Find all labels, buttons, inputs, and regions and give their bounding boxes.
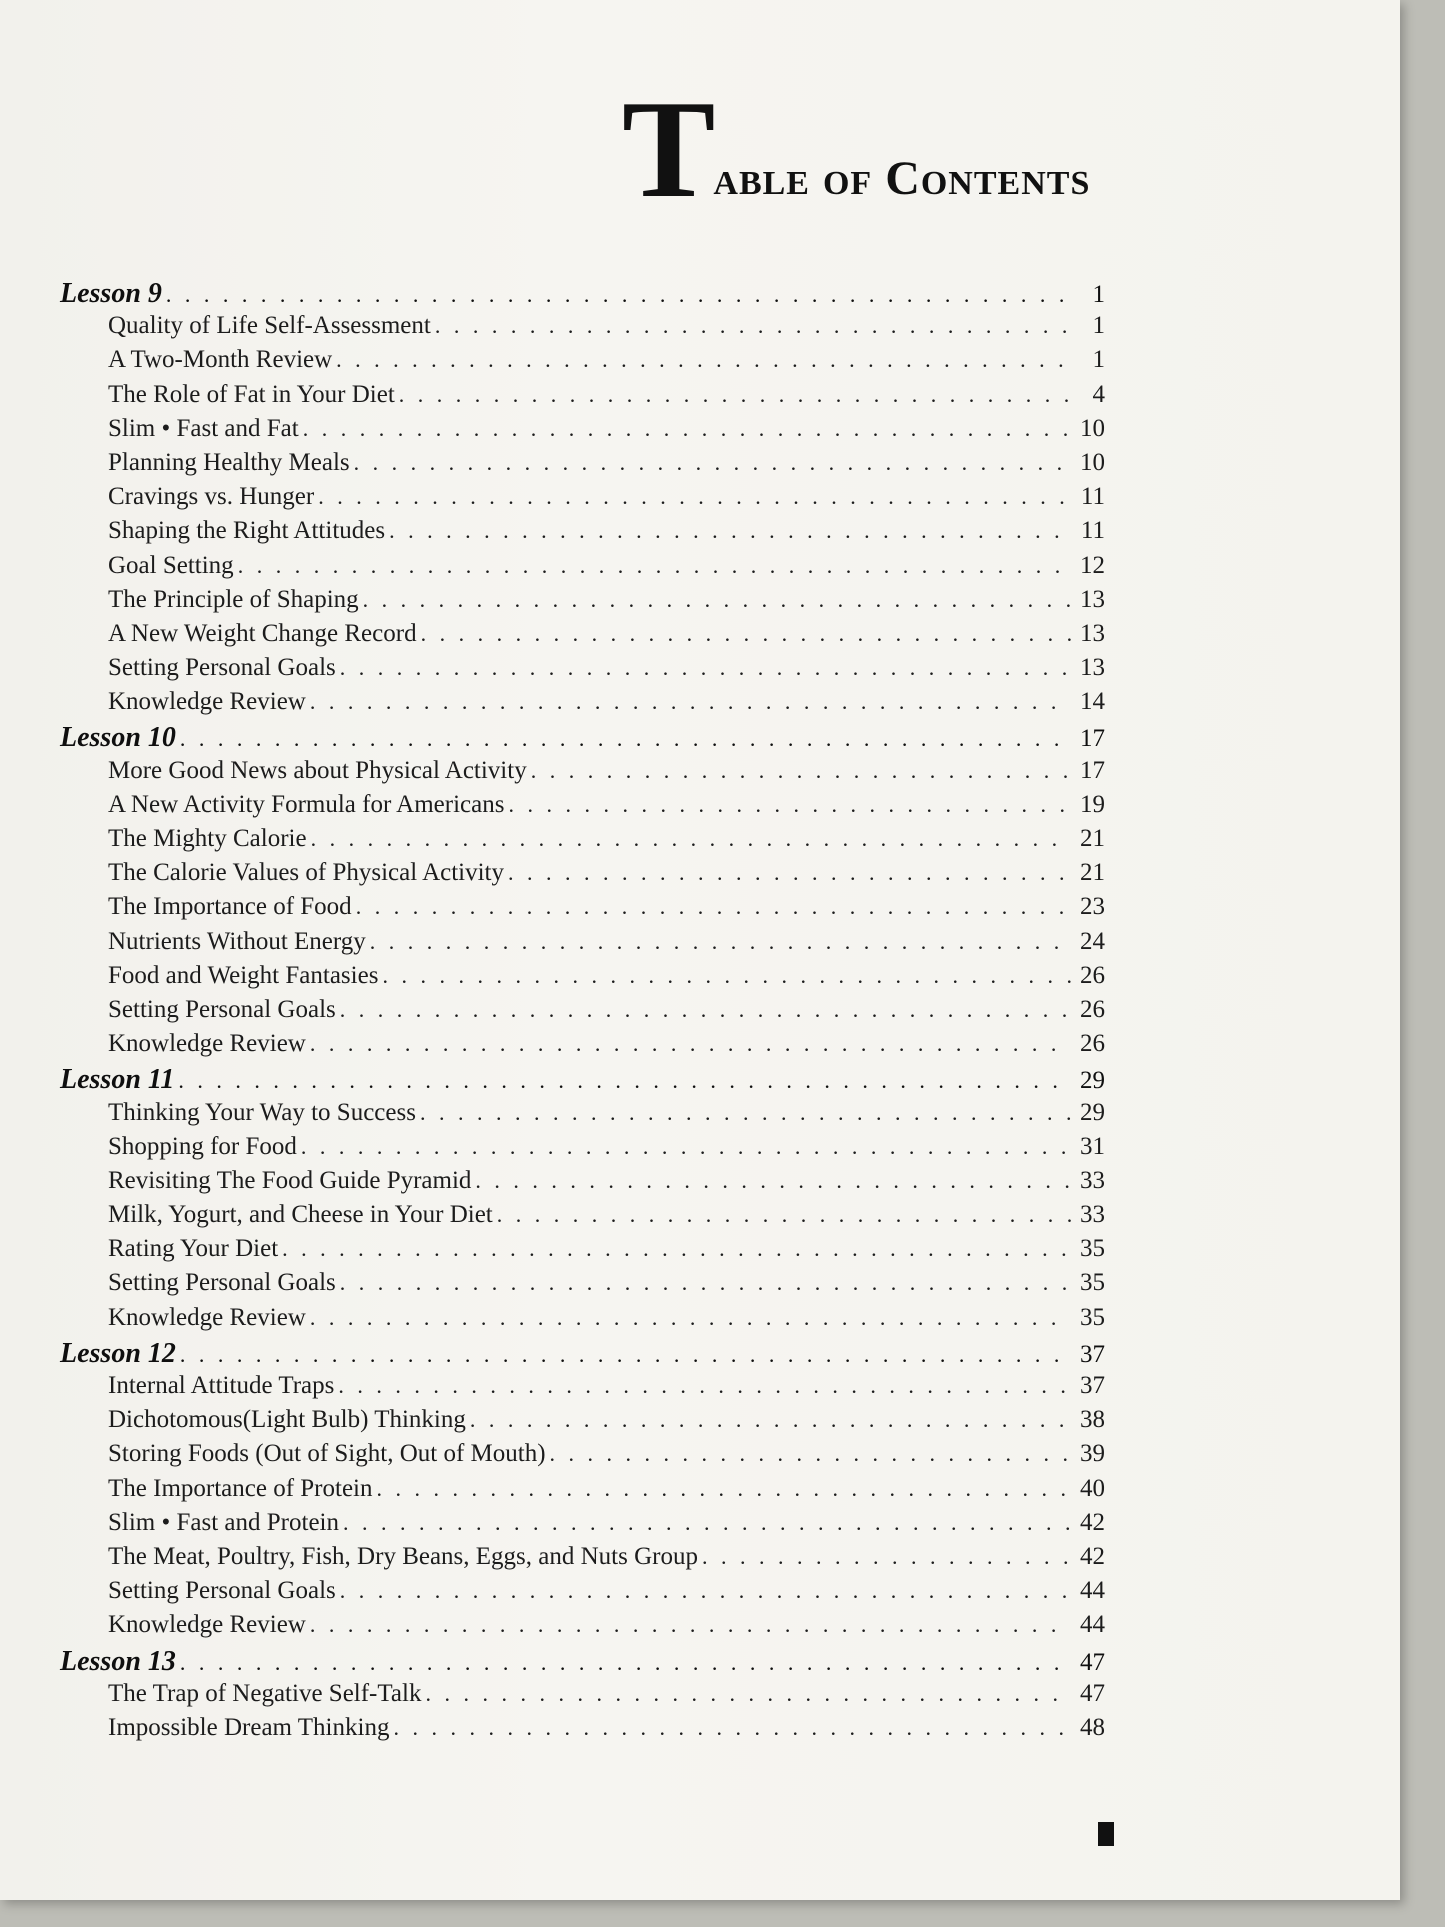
toc-entry: [60, 1099, 1105, 1133]
toc-entry: [60, 1611, 1105, 1645]
toc-entry-label: The Calorie Values of Physical Activity: [108, 859, 504, 887]
toc-entry-label: Knowledge Review: [108, 1030, 306, 1058]
toc-entry-label: Nutrients Without Energy: [108, 927, 366, 955]
toc-entry: [60, 483, 1105, 517]
toc-page-number: 17: [1080, 756, 1105, 784]
toc-entry: [60, 1304, 1105, 1338]
toc-entry-label: A New Activity Formula for Americans: [108, 790, 505, 818]
toc-entry: [60, 346, 1105, 380]
toc-page-number: 24: [1080, 927, 1105, 955]
toc-page-number: 48: [1080, 1713, 1105, 1741]
toc-entry-label: Impossible Dream Thinking: [108, 1713, 390, 1741]
dot-leader: [340, 1578, 1071, 1604]
dot-leader: [310, 1305, 1071, 1331]
dot-leader: [354, 450, 1071, 476]
toc-lesson-heading: [60, 1064, 1105, 1098]
dot-leader: [178, 1068, 1071, 1094]
dot-leader: [343, 1510, 1071, 1536]
toc-entry-label: Lesson 12: [60, 1337, 176, 1369]
toc-page-number: 12: [1080, 551, 1105, 579]
title-rest: able of Contents: [713, 152, 1091, 205]
toc-entry-label: Milk, Yogurt, and Cheese in Your Diet: [108, 1201, 493, 1229]
toc-entry-label: Setting Personal Goals: [108, 1577, 336, 1605]
dot-leader: [420, 1100, 1071, 1126]
dot-leader: [508, 792, 1071, 818]
toc-entry-label: Rating Your Diet: [108, 1235, 279, 1263]
toc-entry-label: More Good News about Physical Activity: [108, 756, 527, 784]
toc-page-number: 42: [1080, 1542, 1105, 1570]
dot-leader: [180, 1342, 1071, 1368]
toc-page-number: 4: [1092, 380, 1105, 408]
toc-entry: [60, 381, 1105, 415]
toc-entry-label: The Role of Fat in Your Diet: [108, 380, 395, 408]
dot-leader: [435, 313, 1071, 339]
toc-entry: [60, 757, 1105, 791]
toc-entry-label: The Meat, Poultry, Fish, Dry Beans, Eggs, and Nuts Group: [108, 1542, 698, 1570]
toc-page-number: 13: [1080, 619, 1105, 647]
toc-entry-label: A New Weight Change Record: [108, 619, 417, 647]
toc-entry: [60, 1269, 1105, 1303]
dot-leader: [338, 1373, 1071, 1399]
dot-leader: [377, 1476, 1072, 1502]
toc-entry-label: A Two-Month Review: [108, 346, 333, 374]
toc-page-number: 1: [1092, 312, 1105, 340]
dot-leader: [180, 1650, 1071, 1676]
toc-entry: [60, 1577, 1105, 1611]
toc-entry: [60, 415, 1105, 449]
toc-lesson-heading: [60, 1646, 1105, 1680]
toc-page-number: 38: [1080, 1406, 1105, 1434]
dot-leader: [382, 963, 1071, 989]
toc-entry-label: The Mighty Calorie: [108, 825, 307, 852]
toc-page-number: 47: [1080, 1679, 1105, 1707]
toc-page-number: 42: [1080, 1508, 1105, 1536]
toc-entry-label: The Importance of Food: [108, 893, 352, 921]
dot-leader: [370, 929, 1071, 955]
dot-leader: [421, 621, 1071, 647]
toc-page-number: 33: [1080, 1201, 1105, 1229]
toc-page-number: 33: [1080, 1166, 1105, 1194]
toc-entry: [60, 1030, 1105, 1064]
toc-entry: [60, 688, 1105, 722]
toc-entry: [60, 791, 1105, 825]
toc-entry-label: Setting Personal Goals: [108, 654, 336, 682]
toc-page-number: 23: [1080, 893, 1105, 921]
toc-entry-label: Slim • Fast and Protein: [108, 1508, 339, 1536]
dot-leader: [393, 1715, 1071, 1741]
dot-leader: [531, 758, 1071, 784]
toc-lesson-heading: [60, 278, 1105, 312]
dot-leader: [475, 1168, 1071, 1194]
toc-entry: [60, 1372, 1105, 1406]
toc-entry: [60, 449, 1105, 483]
dot-leader: [310, 1612, 1071, 1638]
toc-entry-label: Revisiting The Food Guide Pyramid: [108, 1166, 472, 1194]
toc-lesson-heading: [60, 1338, 1105, 1372]
toc-entry: [60, 996, 1105, 1030]
toc-entry: [60, 1235, 1105, 1269]
dot-leader: [311, 826, 1071, 852]
toc-page-number: 26: [1080, 961, 1105, 989]
toc-entry-label: Planning Healthy Meals: [108, 448, 350, 476]
toc-entry-label: Shopping for Food: [108, 1132, 297, 1160]
toc-entry-label: Setting Personal Goals: [108, 1269, 336, 1297]
toc-entry-label: Food and Weight Fantasies: [108, 961, 379, 989]
dot-leader: [180, 726, 1071, 752]
toc-entry: [60, 893, 1105, 927]
toc-entry: [60, 654, 1105, 688]
toc-entry-label: Internal Attitude Traps: [108, 1372, 335, 1399]
toc-entry: [60, 928, 1105, 962]
toc-entry-label: Dichotomous(Light Bulb) Thinking: [108, 1406, 466, 1434]
dot-leader: [508, 860, 1071, 886]
toc-entry-label: Storing Foods (Out of Sight, Out of Mouth): [108, 1440, 546, 1468]
dot-leader: [301, 1134, 1071, 1160]
toc-entry-label: Thinking Your Way to Success: [108, 1098, 416, 1126]
toc-entry-label: Cravings vs. Hunger: [108, 483, 315, 511]
toc-page-number: 39: [1080, 1440, 1105, 1468]
toc-entry-label: Quality of Life Self-Assessment: [108, 312, 431, 340]
toc-entry: [60, 312, 1105, 346]
toc-page-number: 13: [1080, 654, 1105, 682]
dot-leader: [282, 1236, 1071, 1262]
dot-leader: [425, 1681, 1071, 1707]
toc-page-number: 29: [1080, 1098, 1105, 1126]
toc-entry-label: Lesson 9: [60, 278, 162, 309]
toc-entry: [60, 1543, 1105, 1577]
toc-entry-label: Lesson 10: [60, 722, 176, 754]
table-of-contents: [60, 278, 1105, 1748]
toc-page-number: 1: [1092, 281, 1105, 308]
toc-page-number: 11: [1080, 483, 1105, 511]
toc-entry: [60, 517, 1105, 551]
toc-entry: [60, 859, 1105, 893]
toc-entry-label: Knowledge Review: [108, 1611, 306, 1639]
toc-page-number: 19: [1080, 790, 1105, 818]
toc-entry: [60, 962, 1105, 996]
toc-page-number: 44: [1080, 1577, 1105, 1605]
toc-page-number: 1: [1092, 346, 1105, 374]
toc-page-number: 35: [1080, 1269, 1105, 1297]
toc-entry-label: Knowledge Review: [108, 688, 306, 716]
toc-entry-label: The Importance of Protein: [108, 1474, 373, 1502]
toc-entry: [60, 552, 1105, 586]
toc-entry: [60, 1509, 1105, 1543]
toc-page-number: 37: [1080, 1372, 1105, 1399]
toc-entry: [60, 1475, 1105, 1509]
toc-entry-label: Goal Setting: [108, 551, 234, 579]
dot-leader: [702, 1544, 1071, 1570]
toc-page-number: 31: [1080, 1132, 1105, 1160]
dot-leader: [363, 587, 1071, 613]
dot-leader: [340, 655, 1071, 681]
page-title: [622, 66, 1091, 227]
toc-entry-label: The Principle of Shaping: [108, 585, 359, 613]
dot-leader: [166, 282, 1071, 308]
toc-page-number: 11: [1080, 517, 1105, 545]
toc-page-number: 10: [1080, 414, 1105, 442]
toc-entry: [60, 1167, 1105, 1201]
toc-page-number: 10: [1080, 448, 1105, 476]
toc-page-number: 21: [1080, 859, 1105, 887]
toc-entry: [60, 586, 1105, 620]
toc-entry-label: Lesson 13: [60, 1645, 176, 1677]
dot-leader: [497, 1202, 1071, 1228]
toc-page-number: 47: [1080, 1648, 1105, 1676]
dot-leader: [356, 894, 1071, 920]
toc-entry: [60, 1201, 1105, 1235]
dot-leader: [238, 553, 1071, 579]
dot-leader: [389, 518, 1071, 544]
dot-leader: [310, 689, 1071, 715]
dot-leader: [470, 1407, 1071, 1433]
dot-leader: [340, 1270, 1071, 1296]
title-initial: T: [622, 72, 716, 227]
toc-page-number: 14: [1080, 688, 1105, 716]
toc-entry: [60, 620, 1105, 654]
toc-page-number: 44: [1080, 1611, 1105, 1639]
toc-page-number: 26: [1080, 1030, 1105, 1058]
toc-entry: [60, 825, 1105, 859]
toc-entry-label: Setting Personal Goals: [108, 995, 336, 1023]
toc-entry: [60, 1680, 1105, 1714]
toc-entry-label: Shaping the Right Attitudes: [108, 517, 386, 545]
toc-entry: [60, 1440, 1105, 1474]
toc-page-number: 13: [1080, 585, 1105, 613]
dot-leader: [550, 1441, 1071, 1467]
toc-entry: [60, 1133, 1105, 1167]
toc-page-number: 17: [1080, 725, 1105, 753]
toc-page-number: 29: [1080, 1067, 1105, 1095]
toc-page-number: 35: [1080, 1303, 1105, 1331]
page-number-marker: [1098, 1822, 1114, 1846]
toc-entry: [60, 1714, 1105, 1748]
toc-lesson-heading: [60, 722, 1105, 756]
dot-leader: [336, 347, 1071, 373]
toc-page-number: 21: [1080, 825, 1105, 852]
toc-entry-label: Knowledge Review: [108, 1303, 306, 1331]
toc-page-number: 37: [1080, 1340, 1105, 1368]
toc-entry-label: Lesson 11: [60, 1064, 175, 1096]
toc-entry-label: The Trap of Negative Self-Talk: [108, 1679, 422, 1707]
dot-leader: [310, 1031, 1071, 1057]
dot-leader: [318, 484, 1071, 510]
toc-entry-label: Slim • Fast and Fat: [108, 414, 299, 442]
toc-page-number: 26: [1080, 995, 1105, 1023]
toc-page-number: 40: [1080, 1474, 1105, 1502]
dot-leader: [399, 382, 1071, 408]
toc-entry: [60, 1406, 1105, 1440]
dot-leader: [340, 997, 1071, 1023]
dot-leader: [303, 416, 1071, 442]
toc-page-number: 35: [1080, 1235, 1105, 1263]
